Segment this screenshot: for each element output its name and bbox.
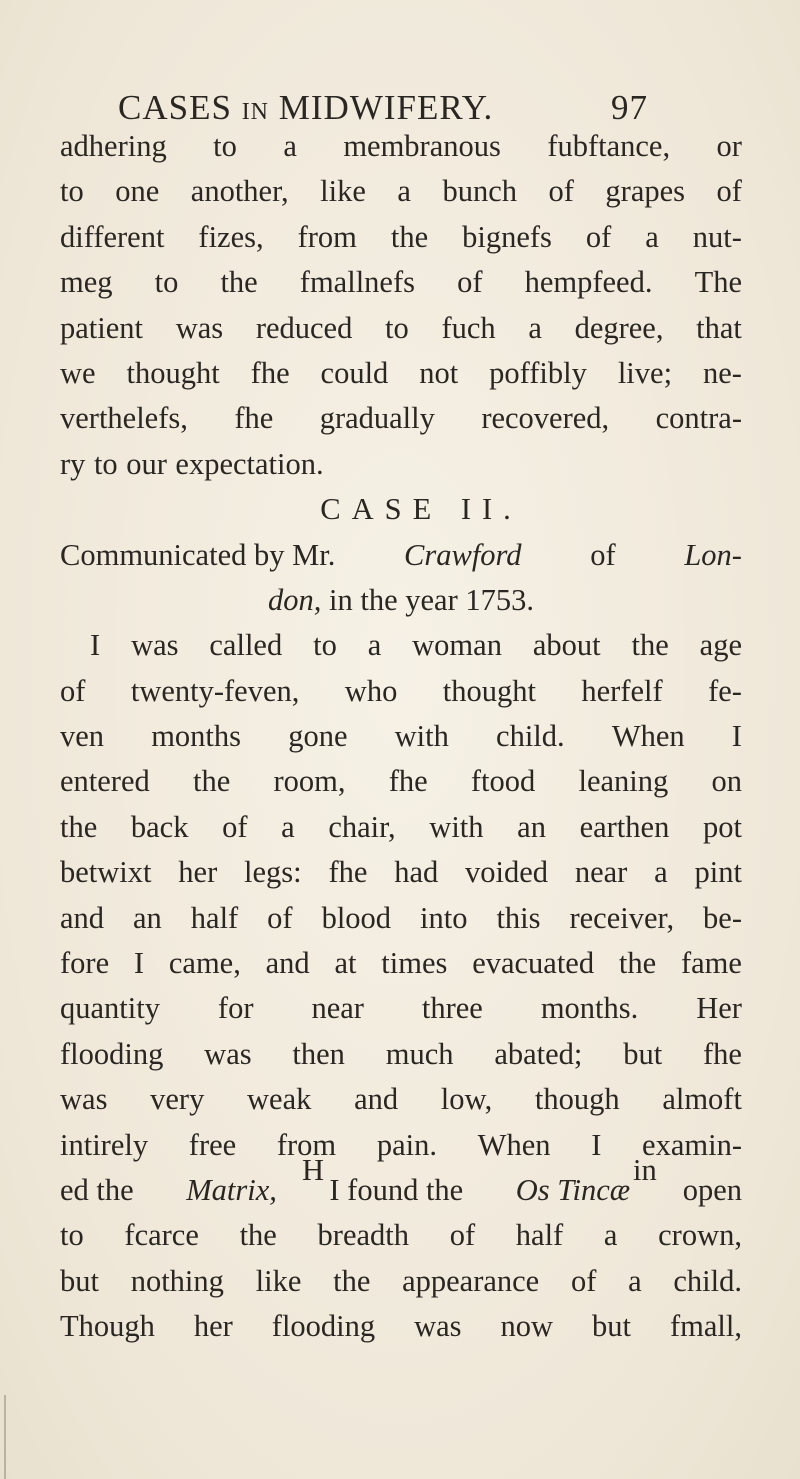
word: ftood <box>470 764 536 799</box>
word: and <box>60 900 105 935</box>
word: examin- <box>642 1127 742 1162</box>
word: fhe <box>328 855 368 890</box>
paragraph-continued <box>60 124 742 487</box>
italic-term-os-tincae: Os Tincæ <box>515 1172 631 1207</box>
word: I <box>133 946 145 981</box>
word: of <box>60 673 86 708</box>
communicator-name: Crawford <box>404 537 522 572</box>
word: thought <box>126 355 220 390</box>
word: When <box>611 719 685 754</box>
word: blood <box>321 900 392 935</box>
page-number: 97 <box>611 88 648 127</box>
word: reduced <box>255 310 353 345</box>
word: for <box>217 991 254 1026</box>
word: ne- <box>702 355 742 390</box>
word: this <box>496 900 541 935</box>
word: her <box>178 855 218 890</box>
text-line <box>60 1259 742 1304</box>
word: woman <box>412 628 502 663</box>
word: a <box>654 855 668 890</box>
word: weak <box>247 1082 312 1117</box>
word: fizes, <box>198 219 264 254</box>
word: a <box>397 174 411 209</box>
word: the <box>192 764 231 799</box>
word: the <box>618 946 657 981</box>
text-line <box>60 1213 742 1258</box>
text-line <box>60 442 742 487</box>
text-line <box>60 669 742 714</box>
word: poffibly <box>489 355 587 390</box>
word: into <box>420 900 468 935</box>
word: her <box>193 1309 233 1344</box>
word: a <box>645 219 659 254</box>
word: with <box>429 809 484 844</box>
text-line <box>60 1304 742 1349</box>
word: or <box>716 129 742 163</box>
word: to <box>213 129 237 163</box>
word: Though <box>60 1309 155 1344</box>
case-heading: CASE II. <box>320 492 522 527</box>
word: with <box>394 719 449 754</box>
word: but <box>592 1309 631 1344</box>
word: to <box>154 265 179 300</box>
word: thought <box>442 673 536 708</box>
word: very <box>150 1082 205 1117</box>
word: came, <box>168 946 241 981</box>
word: now <box>500 1309 554 1344</box>
word: low, <box>440 1082 493 1117</box>
paragraph-case-narrative <box>60 623 742 1168</box>
word: breadth <box>317 1218 409 1253</box>
word: was <box>175 310 224 345</box>
word: fmallnefs <box>299 265 415 300</box>
word: was <box>60 1082 108 1117</box>
text-fragment: ed the <box>60 1172 134 1207</box>
word: a <box>528 310 542 345</box>
communicated-of: of <box>590 537 616 572</box>
word: a <box>367 628 382 663</box>
running-head-small-caps: IN <box>241 99 270 125</box>
word: ry <box>60 446 86 481</box>
word: had <box>394 855 439 890</box>
word: months. <box>540 991 639 1026</box>
word: I <box>731 719 742 754</box>
italic-term-matrix: Matrix, <box>186 1172 277 1207</box>
word: betwixt <box>60 855 152 890</box>
word: child. <box>496 719 565 754</box>
word: of <box>716 174 742 209</box>
word: to <box>93 446 118 481</box>
word: flooding <box>60 1036 164 1071</box>
word: but <box>623 1036 663 1071</box>
word: twenty-feven, <box>130 673 300 708</box>
word: the <box>390 219 429 254</box>
word: to <box>385 310 409 345</box>
word: abated; <box>494 1036 583 1071</box>
word: fame <box>680 946 742 981</box>
word: fubftance, <box>547 129 671 163</box>
communicated-lead: Communicated by Mr. <box>60 537 336 572</box>
word: ven <box>60 719 105 754</box>
word: crown, <box>658 1218 742 1253</box>
paragraph-continued-2 <box>60 1213 742 1349</box>
word: gone <box>288 719 348 754</box>
word: the <box>333 1263 371 1298</box>
word: an <box>517 809 546 844</box>
word: verthelefs, <box>60 401 188 436</box>
text-line <box>60 805 742 850</box>
text-line <box>60 306 742 351</box>
word: on <box>711 764 742 799</box>
communicated-place-part-2: don, <box>268 582 322 617</box>
word: pint <box>694 855 742 890</box>
word: about <box>532 628 601 663</box>
word: three <box>421 991 483 1026</box>
word: but <box>60 1263 99 1298</box>
text-fragment: I found the <box>329 1172 464 1207</box>
text-fragment: open <box>682 1172 742 1207</box>
text-line <box>60 396 742 441</box>
word: intirely <box>60 1127 149 1162</box>
word: different <box>60 219 165 254</box>
text-line <box>60 941 742 986</box>
word: voided <box>465 855 549 890</box>
word: to <box>60 1218 84 1253</box>
signature-mark: H <box>302 1153 325 1187</box>
word: nothing <box>130 1263 224 1298</box>
word: and <box>354 1082 399 1117</box>
word: pot <box>702 809 742 844</box>
word: to <box>313 628 337 663</box>
word: appearance <box>402 1263 540 1298</box>
word: the <box>60 809 98 844</box>
word: a <box>281 809 295 844</box>
word: from <box>276 1127 337 1162</box>
text-line <box>60 351 742 396</box>
word: receiver, <box>569 900 675 935</box>
word: could <box>320 355 389 390</box>
communicated-line-1 <box>60 533 742 578</box>
word: times <box>381 946 448 981</box>
communicated-place-part-1: Lon- <box>684 537 742 572</box>
text-line <box>60 623 742 668</box>
word: herfelf <box>581 673 663 708</box>
word: entered <box>60 764 150 799</box>
word: of <box>222 809 248 844</box>
word: expectation. <box>175 446 324 481</box>
word: be- <box>703 900 742 935</box>
word: room, <box>273 764 346 799</box>
word: months <box>151 719 242 754</box>
word: not <box>419 355 459 390</box>
text-line <box>60 850 742 895</box>
word: bignefs <box>462 219 552 254</box>
word: meg <box>60 265 113 300</box>
word: much <box>385 1036 454 1071</box>
text-line <box>60 986 742 1031</box>
catchword: in <box>633 1153 657 1187</box>
running-head <box>118 88 493 128</box>
word: leaning <box>578 764 669 799</box>
word: like <box>320 174 366 209</box>
word: nut- <box>692 219 742 254</box>
word: near <box>311 991 364 1026</box>
word: free <box>188 1127 237 1162</box>
word: I <box>591 1127 602 1162</box>
word: fhe <box>250 355 290 390</box>
running-head-suffix: MIDWIFERY. <box>269 88 494 127</box>
word: though <box>534 1082 620 1117</box>
text-line <box>60 260 742 305</box>
word: fcarce <box>124 1218 199 1253</box>
word: one <box>115 174 160 209</box>
word: contra- <box>655 401 742 436</box>
word: adhering <box>60 129 167 163</box>
word: bunch <box>442 174 517 209</box>
word: fhe <box>234 401 274 436</box>
word: fmall, <box>669 1309 742 1344</box>
word: was <box>204 1036 252 1071</box>
word: a <box>628 1263 642 1298</box>
word: half <box>515 1218 564 1253</box>
word: Her <box>696 991 742 1026</box>
word: like <box>255 1263 302 1298</box>
word: membranous <box>343 129 501 163</box>
word: of <box>457 265 483 300</box>
text-line <box>60 124 742 169</box>
word: to <box>60 174 84 209</box>
word: was <box>414 1309 462 1344</box>
word: flooding <box>271 1309 376 1344</box>
word: child. <box>673 1263 742 1298</box>
word: a <box>603 1218 618 1253</box>
word: fuch <box>441 310 496 345</box>
text-line <box>60 1032 742 1077</box>
word: another, <box>190 174 289 209</box>
word: an <box>133 900 162 935</box>
page-edge-mark <box>4 1395 6 1479</box>
word: legs: <box>244 855 302 890</box>
word: of <box>548 174 574 209</box>
word: from <box>297 219 357 254</box>
word: chair, <box>328 809 396 844</box>
text-line <box>60 169 742 214</box>
word: hempfeed. <box>524 265 653 300</box>
word: of <box>570 1263 597 1298</box>
word: almoft <box>662 1082 742 1117</box>
word: fore <box>60 946 110 981</box>
word: evacuated <box>472 946 595 981</box>
word: of <box>267 900 293 935</box>
word: pain. <box>376 1127 437 1162</box>
communicated-line-2 <box>60 578 742 623</box>
word: the <box>631 628 669 663</box>
word: we <box>60 355 96 390</box>
word: age <box>699 628 742 663</box>
case-heading-line <box>60 487 742 532</box>
word: was <box>131 628 179 663</box>
word: then <box>292 1036 345 1071</box>
text-line <box>60 759 742 804</box>
word: who <box>344 673 398 708</box>
word: live; <box>617 355 673 390</box>
text-line <box>60 215 742 260</box>
word: the <box>239 1218 277 1253</box>
word: called <box>209 628 283 663</box>
word: gradually <box>319 401 435 436</box>
word: of <box>449 1218 476 1253</box>
communicated-year: in the year 1753. <box>329 582 534 617</box>
word: grapes <box>605 174 686 209</box>
text-line <box>60 714 742 759</box>
word: When <box>477 1127 551 1162</box>
word: our <box>126 446 167 481</box>
word: I <box>90 628 101 663</box>
word: of <box>585 219 612 254</box>
text-line <box>60 896 742 941</box>
word: at <box>334 946 357 981</box>
text-line <box>60 1077 742 1122</box>
word: fhe <box>703 1036 742 1071</box>
word: half <box>190 900 239 935</box>
word: quantity <box>60 991 160 1026</box>
word: fhe <box>388 764 428 799</box>
word: patient <box>60 310 143 345</box>
running-head-prefix: CASES <box>118 88 242 127</box>
word: the <box>220 265 258 300</box>
word: a <box>283 129 297 163</box>
word: and <box>265 946 310 981</box>
word: recovered, <box>481 401 610 436</box>
word: fe- <box>708 673 742 708</box>
word: The <box>694 265 742 300</box>
word: that <box>696 310 742 345</box>
word: near <box>574 855 628 890</box>
word: back <box>130 809 189 844</box>
word: degree, <box>574 310 664 345</box>
word: earthen <box>579 809 670 844</box>
